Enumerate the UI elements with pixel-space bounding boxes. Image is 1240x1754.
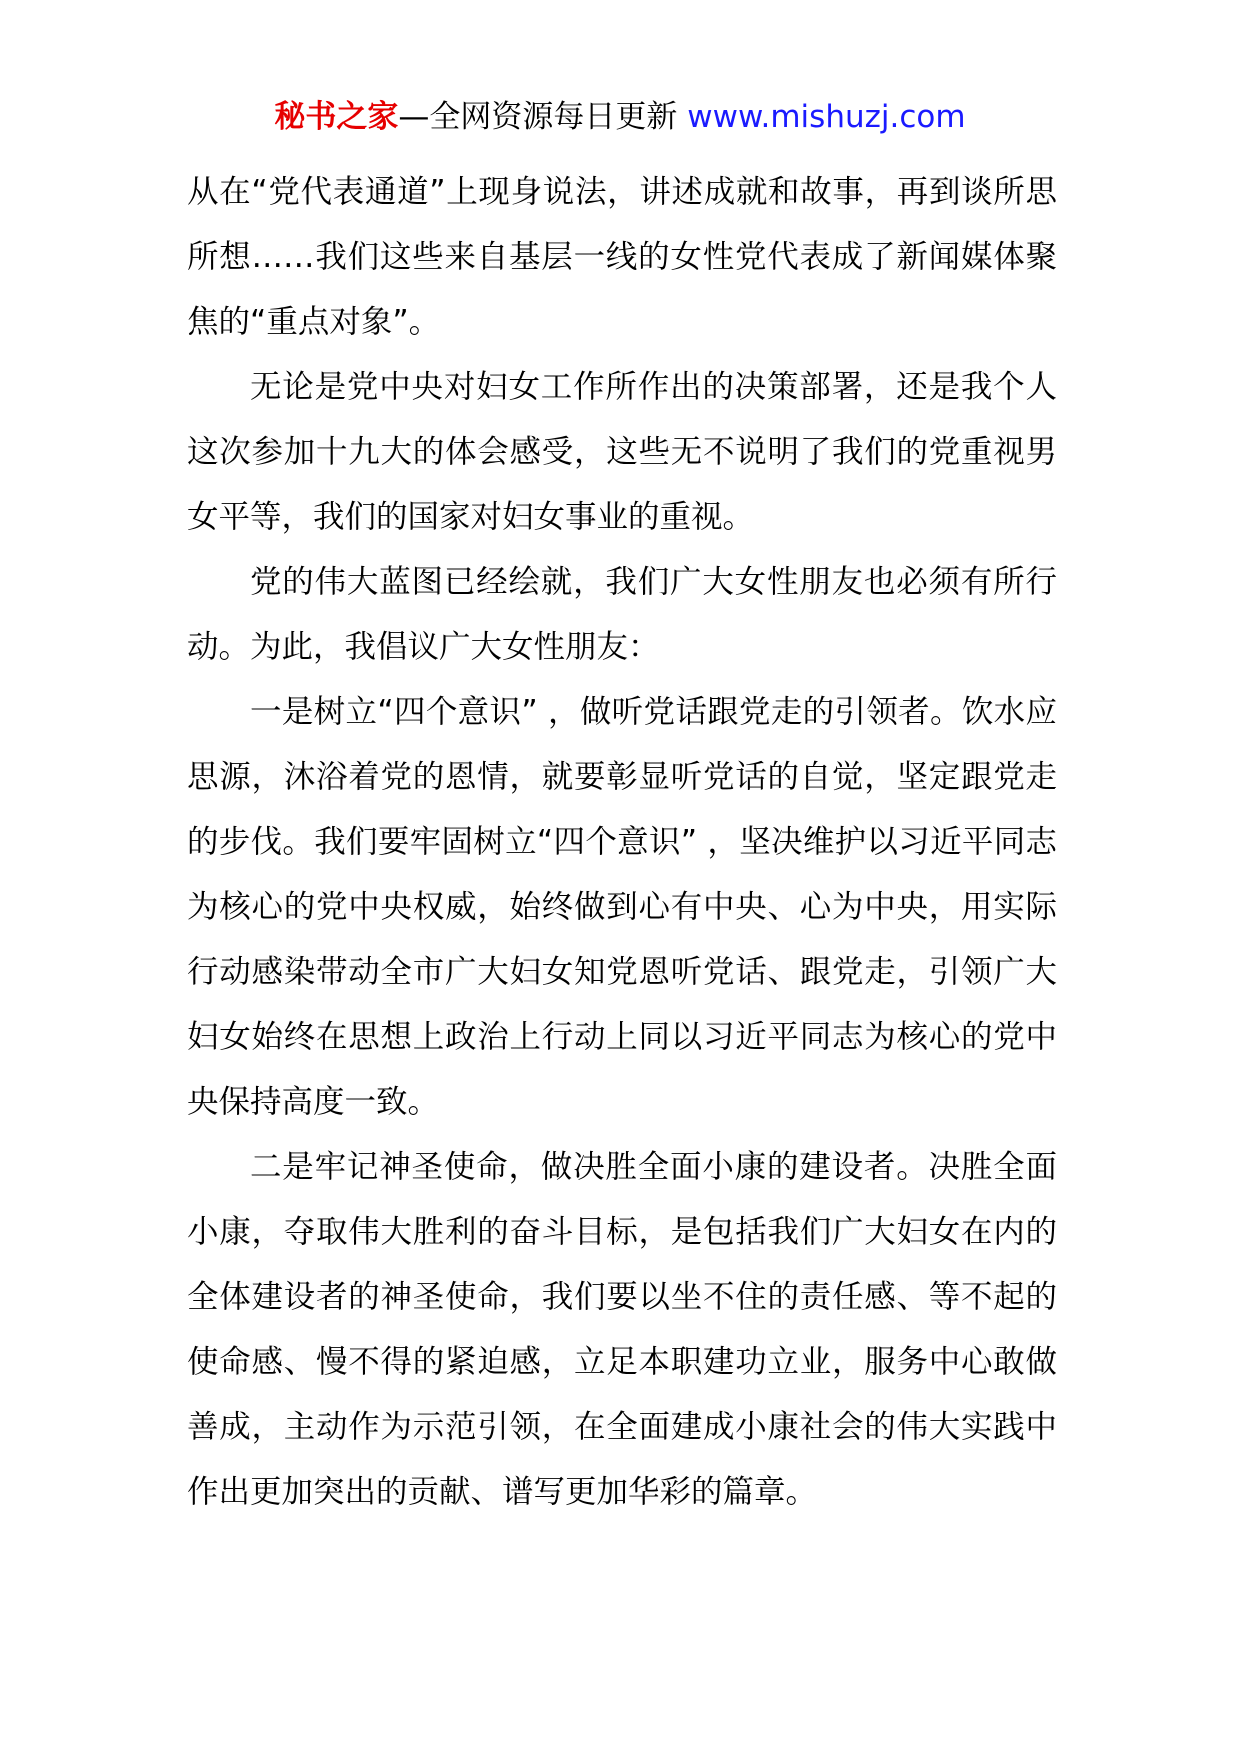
site-url-link[interactable]: www.mishuzj.com: [687, 99, 966, 135]
header-tagline: —全网资源每日更新: [398, 99, 688, 135]
document-body: [187, 160, 1057, 1525]
page-header: [0, 96, 1240, 138]
paragraph-point-two: 二是牢记神圣使命，做决胜全面小康的建设者。决胜全面小康，夺取伟大胜利的奋斗目标，是包括我们广大妇女在内的全体建设者的神圣使命，我们要以坐不住的责任感、等不起的使命感、慢不得的紧迫感，立足本职建功立业，服务中心敢做善成，主动作为示范引领，在全面建成小康社会的伟大实践中作出更加突出的贡献、谱写更加华彩的篇章。: [187, 1149, 1057, 1510]
brand-name: 秘书之家: [274, 99, 399, 135]
paragraph-emphasis: 无论是党中央对妇女工作所作出的决策部署，还是我个人这次参加十九大的体会感受，这些无不说明了我们的党重视男女平等，我们的国家对妇女事业的重视。: [187, 369, 1057, 535]
paragraph-point-one: 一是树立“四个意识” ，做听党话跟党走的引领者。饮水应思源，沐浴着党的恩情，就要彰显听党话的自觉，坚定跟党走的步伐。我们要牢固树立“四个意识” ，坚决维护以习近平同志为核心的党中央权威，始终做到心有中央、心为中央，用实际行动感染带动全市广大妇女知党恩听党话、跟党走，引领广大妇女始终在思想上政治上行动上同以习近平同志为核心的党中央保持高度一致。: [187, 694, 1057, 1120]
paragraph-continuation: 从在“党代表通道”上现身说法，讲述成就和故事，再到谈所思所想……我们这些来自基层一线的女性党代表成了新闻媒体聚焦的“重点对象”。: [187, 174, 1057, 340]
paragraph-call-to-action: 党的伟大蓝图已经绘就，我们广大女性朋友也必须有所行动。为此，我倡议广大女性朋友：: [187, 564, 1057, 665]
